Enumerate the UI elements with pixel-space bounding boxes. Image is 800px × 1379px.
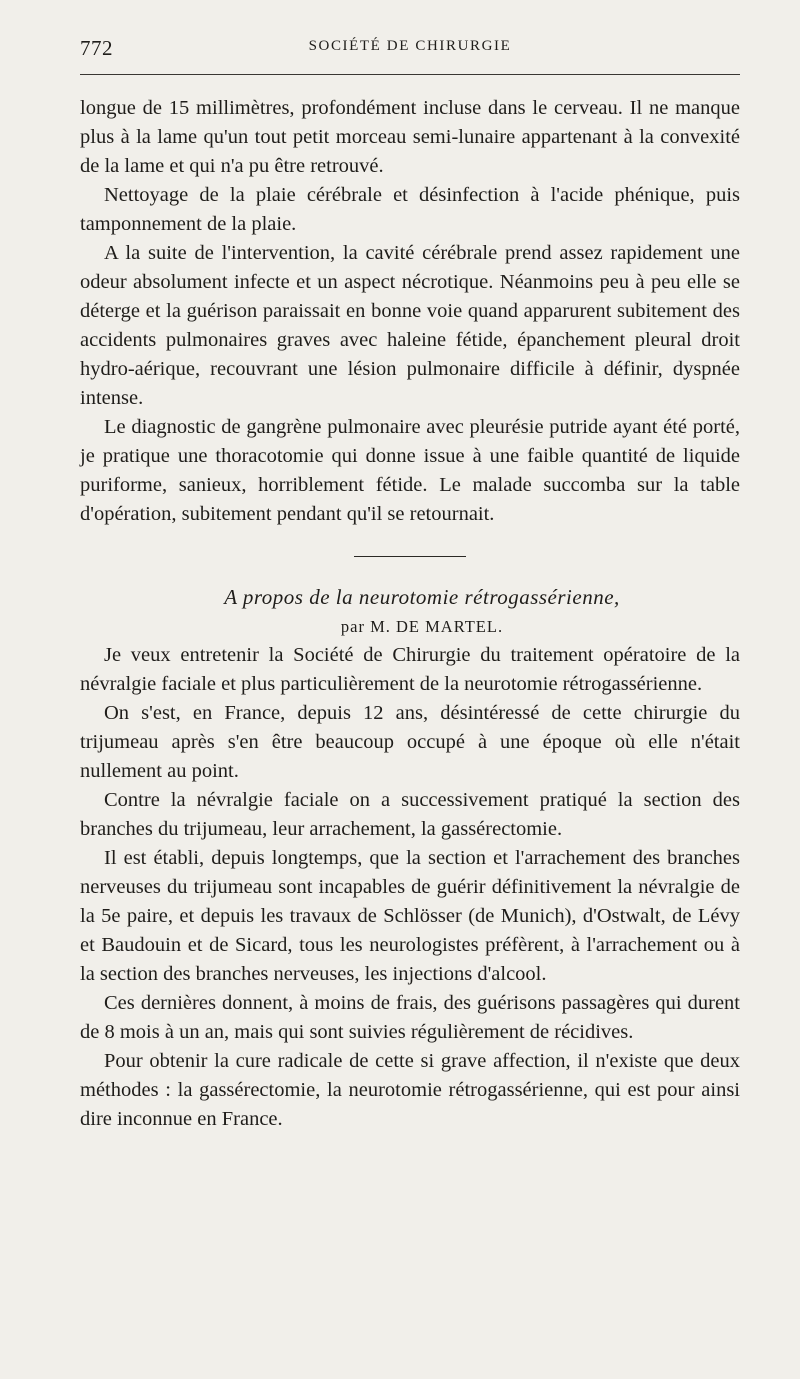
running-title: SOCIÉTÉ DE CHIRURGIE: [308, 38, 512, 54]
header-rule: [80, 74, 740, 75]
paragraph: Ces dernières donnent, à moins de frais, des guérisons passagères qui durent de 8 mois à un an, mais qui sont suivies régulièrement de récidives.: [80, 992, 740, 1043]
paragraph: Le diagnostic de gangrène pulmonaire avec pleurésie putride ayant été porté, je pratique une thoracotomie qui donne issue à une faible quantité de liquide puriforme, sanieux, horriblement fétide. Le malade succomba sur la table d'opération, subitement pendant qu'il se retournait.: [80, 416, 740, 525]
section-separator: [354, 556, 466, 557]
paragraph: A la suite de l'intervention, la cavité cérébrale prend assez rapidement une odeur absolument infecte et un aspect nécrotique. Néanmoins peu à peu elle se déterge et la guérison paraissait en bonne voie quand apparurent subitement des accidents pulmonaires graves avec haleine fétide, épanchement pleural droit hydro-aérique, recouvrant une lésion pulmonaire difficile à définir, dyspnée intense.: [80, 242, 740, 409]
paragraph: Il est établi, depuis longtemps, que la section et l'arrachement des branches nerveuses du trijumeau sont incapables de guérir définitivement la névralgie de la 5e paire, et depuis les travaux de Schlösser (de Munich), d'Ostwalt, de Lévy et Baudouin et de Sicard, tous les neurologistes préfèrent, à l'arrachement ou à la section des branches nerveuses, les injections d'alcool.: [80, 847, 740, 985]
paragraph: Nettoyage de la plaie cérébrale et désinfection à l'acide phénique, puis tamponnement de la plaie.: [80, 184, 740, 235]
paragraph: Contre la névralgie faciale on a successivement pratiqué la section des branches du trijumeau, leur arrachement, la gassérectomie.: [80, 789, 740, 840]
body-text: [80, 94, 740, 1134]
page-number: 772: [80, 36, 113, 60]
paragraph: Je veux entretenir la Société de Chirurgie du traitement opératoire de la névralgie faciale et plus particulièrement de la neurotomie rétrogassérienne.: [80, 644, 740, 695]
page-header: [80, 36, 740, 68]
article-title: A propos de la neurotomie rétrogassérienne,: [224, 585, 620, 609]
paragraph: Pour obtenir la cure radicale de cette si grave affection, il n'existe que deux méthodes : la gassérectomie, la neurotomie rétrogassérienne, qui est pour ainsi dire inconnue en France.: [80, 1050, 740, 1130]
paragraph: On s'est, en France, depuis 12 ans, désintéressé de cette chirurgie du trijumeau après s'en être beaucoup occupé à une époque où elle n'était nullement au point.: [80, 702, 740, 782]
paragraph: longue de 15 millimètres, profondément incluse dans le cerveau. Il ne manque plus à la lame qu'un tout petit morceau semi-lunaire appartenant à la convexité de la lame et qui n'a pu être retrouvé.: [80, 97, 740, 177]
article-author: par M. DE MARTEL.: [340, 617, 504, 636]
